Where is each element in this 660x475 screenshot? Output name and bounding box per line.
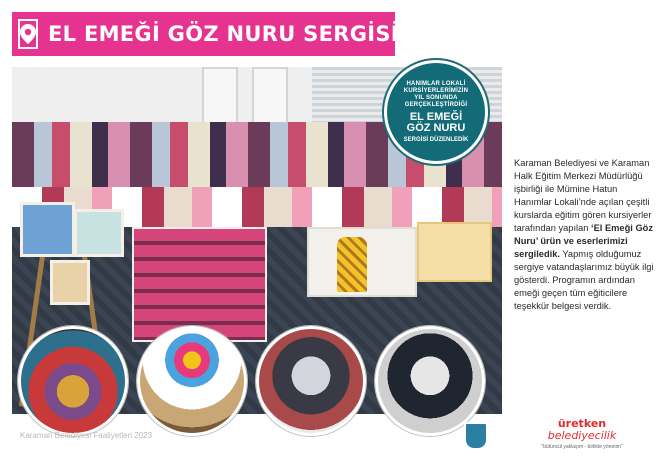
giraffe-quilt — [337, 237, 367, 292]
quilt-display — [417, 222, 492, 282]
badge-footer: SERGİSİ DÜZENLEDİK — [403, 137, 469, 143]
location-pin-icon — [18, 19, 38, 49]
badge-line: KURSİYERLERİMİZİN — [403, 88, 469, 94]
logo-tagline: "bütüncül yaklaşım - birlikte yönetim" — [541, 444, 623, 450]
easel-artwork — [74, 209, 124, 257]
easel-artwork — [50, 260, 90, 305]
exhibition-badge — [384, 60, 488, 164]
badge-line: YIL SONUNDA — [414, 95, 458, 101]
photo-window — [202, 67, 238, 125]
photo-footer — [12, 414, 502, 458]
footer-caption: Karaman Belediyesi Faaliyetleri 2023 — [20, 431, 153, 440]
badge-title: EL EMEĞİ — [409, 111, 463, 123]
description-part: Karaman Belediyesi ve Karaman Halk Eğitim Merkezi Müdürlüğü işbirliği ile Mümine Hatun Hanımlar Lokali’nde açılan çeşitli kurslarda eğitim gören kursiyerler tarafından yapılan — [514, 158, 652, 233]
badge-title: GÖZ NURU — [406, 122, 466, 134]
uretken-belediyecilik-logo — [532, 418, 632, 450]
logo-line: belediyecilik — [547, 429, 617, 442]
municipality-crest-icon — [464, 422, 488, 450]
description-highlight: ‘El Emeği Göz Nuru’ ürün ve eserlerimizi sergiledik. — [514, 223, 654, 259]
quilt-table — [132, 227, 267, 342]
easel-artwork — [20, 202, 75, 257]
photo-window — [252, 67, 288, 125]
logo-line: üretken — [557, 417, 607, 430]
header-banner — [12, 12, 399, 56]
badge-line: GERÇEKLEŞTİRDİĞİ — [404, 102, 468, 108]
description-text — [514, 157, 654, 313]
badge-line: HANIMLAR LOKALİ — [406, 81, 466, 87]
page-title: EL EMEĞİ GÖZ NURU SERGİSİ — [48, 22, 399, 46]
description-part: Yapmış olduğumuz sergiye vatandaşlarımız büyük ilgi gösterdi. Programın ardından emeği geçen tüm eğiticilere teşekkür belgesi verdik. — [514, 249, 654, 311]
